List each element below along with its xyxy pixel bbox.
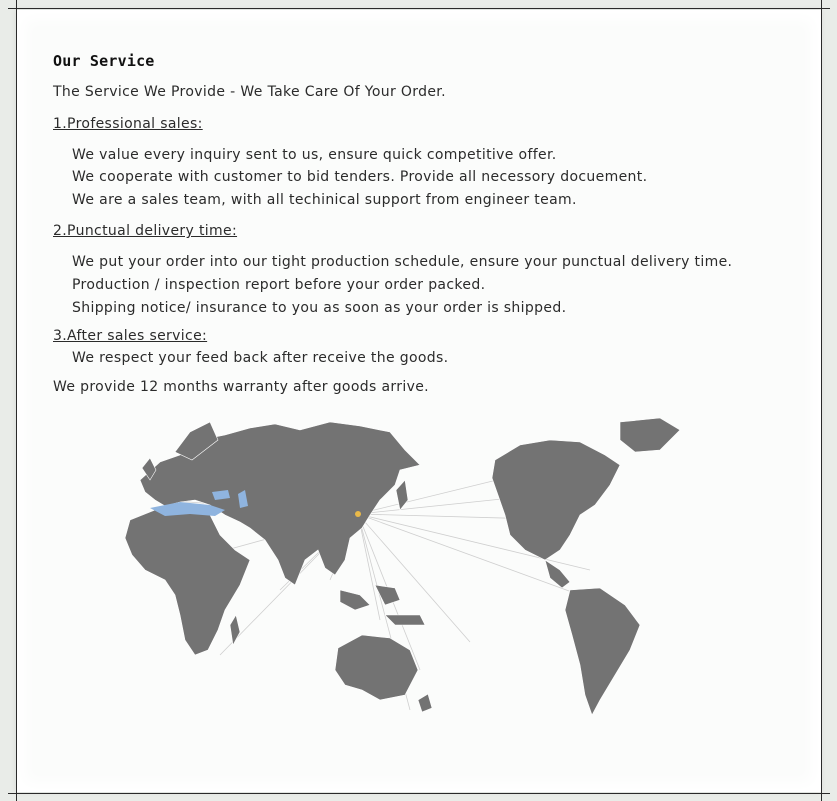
page-title: Our Service [53,52,155,70]
section-line: We respect your feed back after receive the goods. [72,350,449,366]
section-line: We are a sales team, with all techinical support from engineer team. [72,192,577,208]
border-line-right [821,0,822,801]
section-heading-professional-sales: 1.Professional sales: [53,116,203,132]
section-heading-after-sales: 3.After sales service: [53,328,208,344]
section-line: Shipping notice/ insurance to you as soon as your order is shipped. [72,300,567,316]
warranty-text: We provide 12 months warranty after goods arrive. [53,379,429,395]
intro-text: The Service We Provide - We Take Care Of Your Order. [53,84,446,100]
continents [125,418,680,715]
border-line-bottom [8,793,830,794]
world-map-image [100,410,700,730]
section-line: Production / inspection report before your order packed. [72,277,486,293]
origin-marker [355,511,361,517]
section-line: We cooperate with customer to bid tenders. Provide all necessory docuement. [72,169,648,185]
section-heading-punctual-delivery: 2.Punctual delivery time: [53,223,238,239]
section-line: We put your order into our tight production schedule, ensure your punctual delivery time. [72,254,733,270]
border-line-left [16,0,17,801]
border-line-top [8,8,830,9]
section-line: We value every inquiry sent to us, ensure quick competitive offer. [72,147,557,163]
